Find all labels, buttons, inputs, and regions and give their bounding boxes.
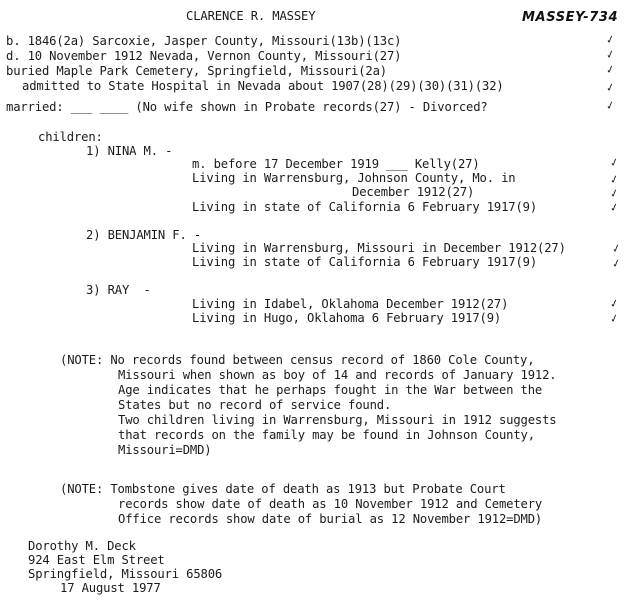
check-mark-icon: ✓ <box>608 186 621 201</box>
child-benjamin-label: 2) BENJAMIN F. - <box>86 228 201 242</box>
child-nina-residence-1-cont: December 1912(27) <box>352 185 475 199</box>
check-mark-icon: ✓ <box>608 296 621 311</box>
child-nina-label: 1) NINA M. - <box>86 144 173 158</box>
marriage-line: married: ___ ____ (No wife shown in Probate records(27) - Divorced? <box>6 100 488 114</box>
note2-line-1: (NOTE: Tombstone gives date of death as 1913 but Probate Court <box>60 482 506 496</box>
birth-line: b. 1846(2a) Sarcoxie, Jasper County, Missouri(13b)(13c) <box>6 34 402 48</box>
check-mark-icon: ✓ <box>608 172 621 187</box>
note1-line-2: Missouri when shown as boy of 14 and records of January 1912. <box>118 368 557 382</box>
author-city: Springfield, Missouri 65806 <box>28 567 223 581</box>
note1-line-4: States but no record of service found. <box>118 398 392 412</box>
child-nina-residence-1: Living in Warrensburg, Johnson County, Mo. in <box>192 171 516 185</box>
child-nina-marriage: m. before 17 December 1919 ___ Kelly(27) <box>192 157 480 171</box>
check-mark-icon: ✓ <box>610 241 623 256</box>
child-nina-residence-2: Living in state of California 6 February 1917(9) <box>192 200 537 214</box>
check-mark-icon: ✓ <box>604 98 617 113</box>
note1-line-1: (NOTE: No records found between census record of 1860 Cole County, <box>60 353 535 367</box>
check-mark-icon: ✓ <box>604 32 617 47</box>
check-mark-icon: ✓ <box>610 256 623 271</box>
burial-line: buried Maple Park Cemetery, Springfield, Missouri(2a) <box>6 64 387 78</box>
note1-line-5: Two children living in Warrensburg, Missouri in 1912 suggests <box>118 413 557 427</box>
children-heading: children: <box>38 130 103 144</box>
note1-line-7: Missouri=DMD) <box>118 443 212 457</box>
handwritten-file-label: MASSEY-734 <box>522 10 619 25</box>
check-mark-icon: ✓ <box>608 155 621 170</box>
check-mark-icon: ✓ <box>608 311 621 326</box>
child-ray-residence-1: Living in Idabel, Oklahoma December 1912(27) <box>192 297 509 311</box>
check-mark-icon: ✓ <box>608 200 621 215</box>
hospital-line: admitted to State Hospital in Nevada about 1907(28)(29)(30)(31)(32) <box>22 79 504 93</box>
child-ray-residence-2: Living in Hugo, Oklahoma 6 February 1917(9) <box>192 311 502 325</box>
death-line: d. 10 November 1912 Nevada, Vernon County, Missouri(27) <box>6 49 402 63</box>
note2-line-2: records show date of death as 10 November 1912 and Cemetery <box>118 497 543 511</box>
record-subject-name: CLARENCE R. MASSEY <box>186 9 316 23</box>
child-benjamin-residence-1: Living in Warrensburg, Missouri in December 1912(27) <box>192 241 566 255</box>
check-mark-icon: ✓ <box>604 62 617 77</box>
author-date: 17 August 1977 <box>60 581 161 595</box>
check-mark-icon: ✓ <box>604 80 617 95</box>
author-street: 924 East Elm Street <box>28 553 165 567</box>
child-ray-label: 3) RAY - <box>86 283 151 297</box>
note1-line-6: that records on the family may be found in Johnson County, <box>118 428 535 442</box>
author-name: Dorothy M. Deck <box>28 539 136 553</box>
child-benjamin-residence-2: Living in state of California 6 February 1917(9) <box>192 255 537 269</box>
check-mark-icon: ✓ <box>604 47 617 62</box>
note1-line-3: Age indicates that he perhaps fought in the War between the <box>118 383 543 397</box>
note2-line-3: Office records show date of burial as 12 November 1912=DMD) <box>118 512 543 526</box>
